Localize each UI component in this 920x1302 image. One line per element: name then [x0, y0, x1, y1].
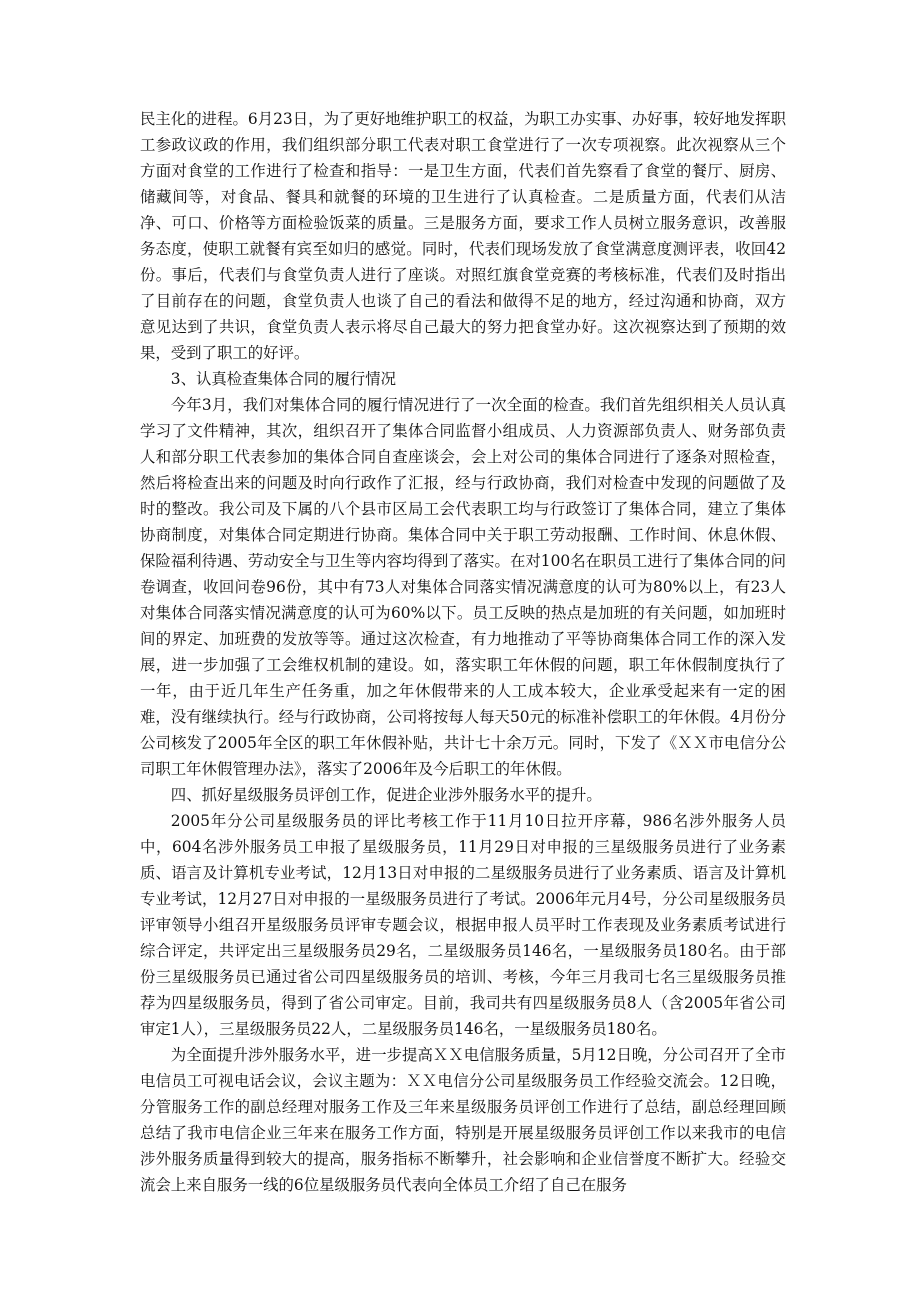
section-heading-star-service: 四、抓好星级服务员评创工作，促进企业涉外服务水平的提升。: [170, 786, 602, 804]
paragraph-collective-contract: 今年3月，我们对集体合同的履行情况进行了一次全面的检查。我们首先组织相关人员认真学习了文件精神，其次，组织召开了集体合同监督小组成员、人力资源部负责人、财务部负责人和部分职工代表参加的集体合同自查座谈会，会上对公司的集体合同进行了逐条对照检查，然后将检查出来的问题及时向行政作了汇报，经与行政协商，我们对检查中发现的问题做了及时的整改。我公司及下属的八个县市区局工会代表职工均与行政签订了集体合同，建立了集体协商制度，对集体合同定期进行协商。集体合同中关于职工劳动报酬、工作时间、休息休假、保险福利待遇、劳动安全与卫生等内容均得到了落实。在对100名在职员工进行了集体合同的问卷调查，收回问卷96份，其中有73人对集体合同落实情况满意度的认可为80%以上，有23人对集体合同落实情况满意度的认可为60%以下。员工反映的热点是加班的有关问题，如加班时间的界定、加班费的发放等等。通过这次检查，有力地推动了平等协商集体合同工作的深入发展，进一步加强了工会维权机制的建设。如，落实职工年休假的问题，职工年休假制度执行了一年，由于近几年生产任务重，加之年休假带来的人工成本较大，企业承受起来有一定的困难，没有继续执行。经与行政协商，公司将按每人每天50元的标准补偿职工的年休假。4月份分公司核发了2005年全区的职工年休假补贴，共计七十余万元。同时，下发了《ＸＸ市电信分公司职工年休假管理办法》，落实了2006年及今后职工的年休假。: [140, 396, 786, 778]
paragraph-canteen-inspection: 民主化的进程。6月23日，为了更好地维护职工的权益，为职工办实事、办好事，较好地发挥职工参政议政的作用，我们组织部分职工代表对职工食堂进行了一次专项视察。此次视察从三个方面对食堂的工作进行了检查和指导：一是卫生方面，代表们首先察看了食堂的餐厅、厨房、储藏间等，对食品、餐具和就餐的环境的卫生进行了认真检查。二是质量方面，代表们从洁净、可口、价格等方面检验饭菜的质量。三是服务方面，要求工作人员树立服务意识，改善服务态度，使职工就餐有宾至如归的感觉。同时，代表们现场发放了食堂满意度测评表，收回42份。事后，代表们与食堂负责人进行了座谈。对照红旗食堂竞赛的考核标准，代表们及时指出了目前存在的问题，食堂负责人也谈了自己的看法和做得不足的地方，经过沟通和协商，双方意见达到了共识，食堂负责人表示将尽自己最大的努力把食堂办好。这次视察达到了预期的效果，受到了职工的好评。: [140, 110, 786, 362]
paragraph-star-service-evaluation: 2005年分公司星级服务员的评比考核工作于11月10日拉开序幕，986名涉外服务人员中，604名涉外服务员工申报了星级服务员，11月29日对申报的三星级服务员进行了业务素质、语言及计算机专业考试，12月13日对申报的二星级服务员进行了业务素质、语言及计算机专业考试，12月27日对申报的一星级服务员进行了考试。2006年元月4号，分公司星级服务员评审领导小组召开星级服务员评审专题会议，根据申报人员平时工作表现及业务素质考试进行综合评定，共评定出三星级服务员29名，二星级服务员146名，一星级服务员180名。由于部份三星级服务员已通过省公司四星级服务员的培训、考核，今年三月我司七名三星级服务员推荐为四星级服务员，得到了省公司审定。目前，我司共有四星级服务员8人（含2005年省公司审定1人），三星级服务员22人，二星级服务员146名，一星级服务员180名。: [140, 812, 786, 1038]
section-heading-collective-contract: 3、认真检查集体合同的履行情况: [170, 370, 397, 388]
paragraph-service-conference: 为全面提升涉外服务水平，进一步提高ＸＸ电信服务质量，5月12日晚，分公司召开了全市电信员工可视电话会议，会议主题为：ＸＸ电信分公司星级服务员工作经验交流会。12日晚，分管服务工作的副总经理对服务工作及三年来星级服务员评创工作进行了总结，副总经理回顾总结了我市电信企业三年来在服务工作方面，特别是开展星级服务员评创工作以来我市的电信涉外服务质量得到较大的提高，服务指标不断攀升，社会影响和企业信誉度不断扩大。经验交流会上来自服务一线的6位星级服务员代表向全体员工介绍了自己在服务: [140, 1046, 786, 1194]
document-page: [140, 106, 786, 1198]
